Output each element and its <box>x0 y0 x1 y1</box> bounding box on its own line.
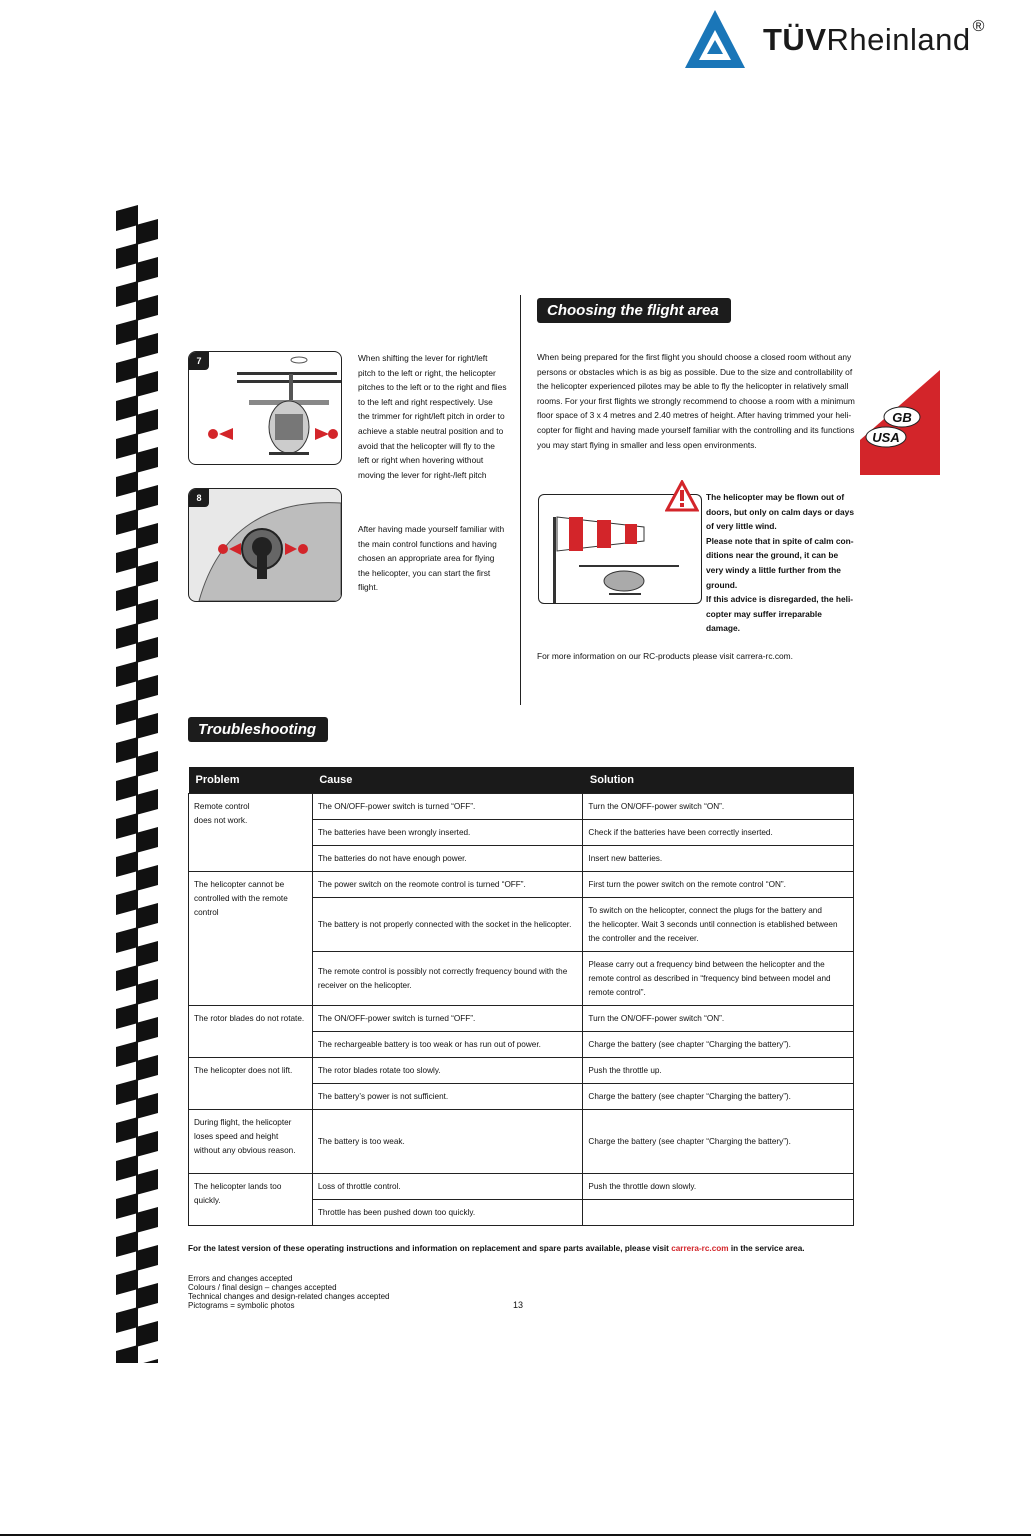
solution-line: Please carry out a frequency bind between the helicopter and the <box>588 959 825 969</box>
step7-text-line: pitch to the left or right, the helicopter <box>358 367 496 378</box>
step8-text <box>358 522 518 595</box>
problem-line: During flight, the helicopter <box>194 1118 292 1127</box>
footnote-line: Colours / final design – changes accepted <box>188 1283 337 1292</box>
solution-cell <box>583 820 854 846</box>
step7-text-line: achieve a stable neutral position and to <box>358 425 504 436</box>
solution-line: Push the throttle down slowly. <box>588 1181 697 1191</box>
cause-cell: Loss of throttle control. <box>312 1174 583 1200</box>
section-header-flight-area: Choosing the flight area <box>537 298 731 323</box>
warning-icon <box>665 480 699 512</box>
step8-text-line: chosen an appropriate area for flying <box>358 553 495 564</box>
cause-cell: The power switch on the reomote control is turned “OFF”. <box>312 872 583 898</box>
solution-cell <box>583 898 854 952</box>
solution-line: Turn the ON/OFF-power switch “ON”. <box>588 801 725 811</box>
problem-line: The rotor blades do not rotate. <box>194 1014 305 1023</box>
language-flag <box>860 370 940 475</box>
cause-cell: The battery is not properly connected with the socket in the helicopter. <box>312 898 583 952</box>
problem-line: The helicopter cannot be <box>194 880 285 889</box>
cause-cell: The battery’s power is not sufficient. <box>312 1084 583 1110</box>
problem-line: without any obvious reason. <box>194 1146 296 1155</box>
service-link[interactable]: carrera-rc.com <box>671 1244 729 1253</box>
flight-area-text-line: you may start flying in smaller and less open environments. <box>537 439 757 450</box>
problem-line: Remote control <box>194 802 250 811</box>
table-row <box>189 1174 854 1200</box>
solution-line: Turn the ON/OFF-power switch “ON”. <box>588 1013 725 1023</box>
solution-cell <box>583 1058 854 1084</box>
controller-stick-illustration <box>189 489 341 601</box>
warning-text <box>706 490 856 636</box>
flight-area-text-line: persons or obstacles which is as big as possible. Due to the size and controllability of <box>537 366 853 377</box>
checker-border-strip <box>116 205 158 1363</box>
problem-line: The helicopter does not lift. <box>194 1066 293 1075</box>
table-row <box>189 1058 854 1084</box>
cause-cell: Throttle has been pushed down too quickly. <box>312 1200 583 1226</box>
footnotes <box>188 1274 389 1310</box>
header-cause: Cause <box>312 767 583 794</box>
tuv-triangle-icon <box>683 8 747 70</box>
solution-line: remote control”. <box>588 987 646 997</box>
problem-line: loses speed and height <box>194 1132 279 1141</box>
solution-cell <box>583 846 854 872</box>
flight-area-text-line: copter for flight and having made yourself familiar with the controlling and its functions <box>537 424 855 435</box>
footnote-line: Technical changes and design-related changes accepted <box>188 1292 390 1301</box>
solution-line: To switch on the helicopter, connect the plugs for the battery and <box>588 905 822 915</box>
footnote-line: Errors and changes accepted <box>188 1274 293 1283</box>
table-row <box>189 1006 854 1032</box>
solution-line: Charge the battery (see chapter “Charging the battery”). <box>588 1136 791 1146</box>
solution-cell <box>583 1032 854 1058</box>
flight-area-text <box>537 350 857 452</box>
problem-cell <box>189 1110 313 1174</box>
table-row <box>189 872 854 898</box>
warning-text-line: ditions near the ground, it can be <box>706 550 839 561</box>
lang-badge-gb: GB <box>892 410 912 425</box>
problem-cell <box>189 794 313 872</box>
solution-line: Push the throttle up. <box>588 1065 662 1075</box>
solution-line: Check if the batteries have been correctly inserted. <box>588 827 773 837</box>
solution-line: First turn the power switch on the remote control “ON”. <box>588 879 786 889</box>
step8-number: 8 <box>189 489 209 507</box>
warning-text-line: very windy a little further from the <box>706 564 841 575</box>
cause-cell: The ON/OFF-power switch is turned “OFF”. <box>312 1006 583 1032</box>
cause-cell: The batteries have been wrongly inserted. <box>312 820 583 846</box>
step7-text-line: the trimmer for right/left pitch in order to <box>358 411 505 422</box>
problem-cell <box>189 1006 313 1058</box>
flight-area-text-line: rooms. For your first flights we strongly recommend to choose a room with a minimum <box>537 395 855 406</box>
solution-line: remote control as described in “frequency bind between model and <box>588 973 831 983</box>
flight-area-text-line: the helicopter experienced pilotes may be able to fly the helicopter in relatively small <box>537 381 849 392</box>
problem-line: The helicopter lands too <box>194 1182 282 1191</box>
solution-line: the controller and the receiver. <box>588 933 699 943</box>
problem-line: controlled with the remote <box>194 894 288 903</box>
logo-wordmark: TÜVRheinland ® <box>763 18 985 57</box>
service-note: For the latest version of these operating instructions and information on replacement and spare parts available, please visit carrera-rc.com in the service area. <box>188 1244 805 1253</box>
cause-cell: The ON/OFF-power switch is turned “OFF”. <box>312 794 583 820</box>
solution-cell <box>583 952 854 1006</box>
warning-text-line: doors, but only on calm days or days <box>706 506 854 517</box>
solution-cell <box>583 1084 854 1110</box>
cause-cell: The battery is too weak. <box>312 1110 583 1174</box>
header-solution: Solution <box>583 767 854 794</box>
solution-cell <box>583 1174 854 1200</box>
header-problem: Problem <box>189 767 313 794</box>
page-bottom-rule <box>0 1534 1031 1536</box>
table-header-row <box>189 767 854 794</box>
table-row <box>189 1110 854 1174</box>
step7-text-line: moving the lever for right-/left pitch <box>358 469 487 480</box>
solution-cell <box>583 1110 854 1174</box>
cause-cell: The remote control is possibly not correctly frequency bound with the receiver on the helicopter. <box>312 952 583 1006</box>
step8-text-line: the main control functions and having <box>358 538 497 549</box>
step7-text-line: left or right when hovering without <box>358 455 484 466</box>
step7-text-line: to the left and right respectively. Use <box>358 396 493 407</box>
lang-badge-usa: USA <box>872 430 900 445</box>
step7-text-line: When shifting the lever for right/left <box>358 353 488 363</box>
step7-image <box>188 351 342 465</box>
page-number: 13 <box>513 1300 524 1310</box>
more-info-link[interactable]: carrera-rc.com <box>736 651 791 661</box>
solution-cell <box>583 1200 854 1226</box>
solution-line: Charge the battery (see chapter “Charging the battery”). <box>588 1039 791 1049</box>
cause-cell: The batteries do not have enough power. <box>312 846 583 872</box>
step7-text <box>358 351 518 482</box>
solution-line: the helicopter. Wait 3 seconds until connection is etablished between <box>588 919 838 929</box>
footnote-line: Pictograms = symbolic photos <box>188 1301 295 1310</box>
solution-line: Insert new batteries. <box>588 853 663 863</box>
step7-number: 7 <box>189 352 209 370</box>
warning-text-line: If this advice is disregarded, the heli- <box>706 594 854 605</box>
step7-text-line: pitches to the left or to the right and flies <box>358 382 507 393</box>
solution-line: Charge the battery (see chapter “Charging the battery”). <box>588 1091 791 1101</box>
flight-area-text-line: floor space of 3 x 4 metres and 2.40 metres of height. After having trimmed your heli- <box>537 410 852 421</box>
step7-text-line: avoid that the helicopter will fly to the <box>358 440 495 451</box>
warning-text-line: ground. <box>706 579 738 590</box>
warning-text-line: copter may suffer irreparable damage. <box>706 608 822 634</box>
table-row <box>189 794 854 820</box>
helicopter-front-illustration <box>189 352 341 464</box>
warning-text-line: Please note that in spite of calm con- <box>706 535 854 546</box>
step8-image <box>188 488 342 602</box>
solution-cell <box>583 794 854 820</box>
step8-text-line: flight. <box>358 582 379 593</box>
solution-cell <box>583 1006 854 1032</box>
flight-area-text-line: When being prepared for the first flight you should choose a closed room without any <box>537 352 852 362</box>
problem-line: does not work. <box>194 816 248 825</box>
problem-cell <box>189 1058 313 1110</box>
section-header-troubleshooting: Troubleshooting <box>188 717 328 742</box>
column-divider <box>520 295 521 705</box>
cause-cell: The rotor blades rotate too slowly. <box>312 1058 583 1084</box>
warning-text-line: of very little wind. <box>706 521 777 532</box>
troubleshooting-table <box>188 767 854 1226</box>
warning-text-line: The helicopter may be flown out of <box>706 492 845 502</box>
step8-text-line: After having made yourself familiar with <box>358 524 505 534</box>
step8-text-line: the helicopter, you can start the first <box>358 567 491 578</box>
tuv-rheinland-logo <box>683 8 1013 70</box>
solution-cell <box>583 872 854 898</box>
cause-cell: The rechargeable battery is too weak or has run out of power. <box>312 1032 583 1058</box>
more-info-text: For more information on our RC-products please visit carrera-rc.com. <box>537 651 793 661</box>
problem-line: quickly. <box>194 1196 221 1205</box>
problem-cell <box>189 1174 313 1226</box>
problem-cell <box>189 872 313 1006</box>
problem-line: control <box>194 908 219 917</box>
